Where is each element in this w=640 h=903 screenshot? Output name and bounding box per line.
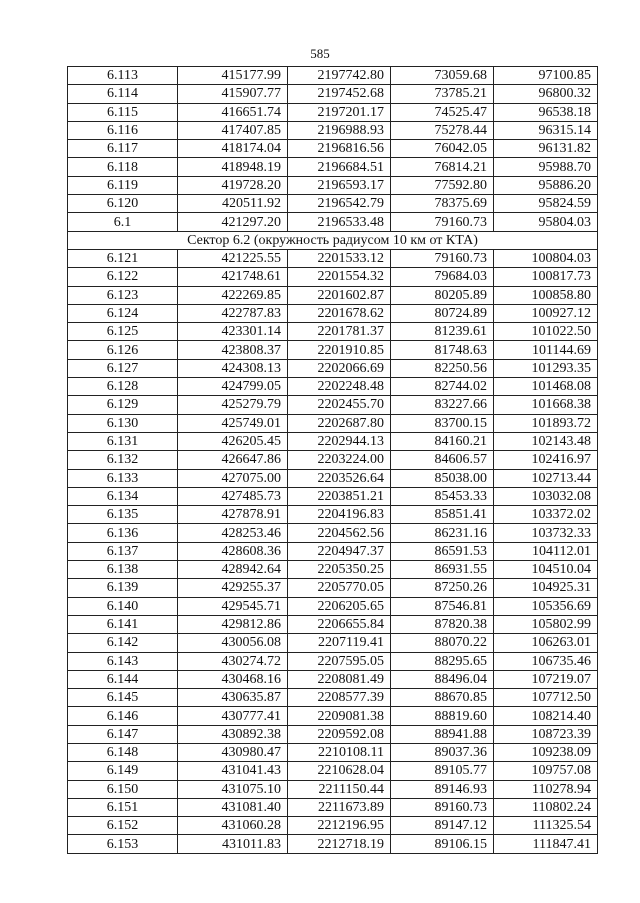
x-local-cell: 84160.21 (391, 432, 494, 450)
y-local-cell: 104112.01 (494, 542, 598, 560)
x-coord-cell: 424308.13 (178, 359, 288, 377)
table-row (68, 506, 598, 524)
y-coord-cell: 2207119.41 (288, 634, 391, 652)
x-coord-cell: 421748.61 (178, 268, 288, 286)
y-local-cell: 96131.82 (494, 140, 598, 158)
y-coord-cell: 2208577.39 (288, 689, 391, 707)
table-row (68, 304, 598, 322)
table-row (68, 469, 598, 487)
x-coord-cell: 428608.36 (178, 542, 288, 560)
x-coord-cell: 431060.28 (178, 817, 288, 835)
point-id-cell: 6.133 (68, 469, 178, 487)
x-local-cell: 87546.81 (391, 597, 494, 615)
x-coord-cell: 424799.05 (178, 378, 288, 396)
x-coord-cell: 422787.83 (178, 304, 288, 322)
y-coord-cell: 2203526.64 (288, 469, 391, 487)
y-coord-cell: 2196542.79 (288, 195, 391, 213)
x-coord-cell: 431011.83 (178, 835, 288, 853)
y-coord-cell: 2210628.04 (288, 762, 391, 780)
y-local-cell: 106263.01 (494, 634, 598, 652)
table-row (68, 378, 598, 396)
x-local-cell: 86931.55 (391, 561, 494, 579)
table-row (68, 652, 598, 670)
y-coord-cell: 2205770.05 (288, 579, 391, 597)
x-local-cell: 82250.56 (391, 359, 494, 377)
x-coord-cell: 421297.20 (178, 213, 288, 231)
y-local-cell: 109238.09 (494, 743, 598, 761)
x-local-cell: 85453.33 (391, 487, 494, 505)
y-coord-cell: 2202687.80 (288, 414, 391, 432)
y-coord-cell: 2209592.08 (288, 725, 391, 743)
point-id-cell: 6.124 (68, 304, 178, 322)
x-coord-cell: 428253.46 (178, 524, 288, 542)
x-local-cell: 87250.26 (391, 579, 494, 597)
y-coord-cell: 2205350.25 (288, 561, 391, 579)
table-row (68, 140, 598, 158)
x-coord-cell: 429255.37 (178, 579, 288, 597)
y-local-cell: 100817.73 (494, 268, 598, 286)
point-id-cell: 6.136 (68, 524, 178, 542)
x-coord-cell: 418174.04 (178, 140, 288, 158)
y-local-cell: 101022.50 (494, 323, 598, 341)
x-local-cell: 83227.66 (391, 396, 494, 414)
x-local-cell: 88941.88 (391, 725, 494, 743)
table-row (68, 835, 598, 853)
y-local-cell: 110278.94 (494, 780, 598, 798)
y-coord-cell: 2209081.38 (288, 707, 391, 725)
x-local-cell: 88070.22 (391, 634, 494, 652)
x-coord-cell: 425749.01 (178, 414, 288, 432)
x-coord-cell: 418948.19 (178, 158, 288, 176)
x-coord-cell: 430056.08 (178, 634, 288, 652)
point-id-cell: 6.127 (68, 359, 178, 377)
table-row (68, 725, 598, 743)
y-coord-cell: 2196533.48 (288, 213, 391, 231)
point-id-cell: 6.115 (68, 103, 178, 121)
y-coord-cell: 2197452.68 (288, 85, 391, 103)
point-id-cell: 6.130 (68, 414, 178, 432)
table-row (68, 176, 598, 194)
table-row (68, 615, 598, 633)
point-id-cell: 6.132 (68, 451, 178, 469)
table-row (68, 451, 598, 469)
y-coord-cell: 2197742.80 (288, 67, 391, 85)
section-title: Сектор 6.2 (окружность радиусом 10 км от КТА) (68, 231, 598, 249)
y-coord-cell: 2197201.17 (288, 103, 391, 121)
point-id-cell: 6.139 (68, 579, 178, 597)
x-local-cell: 88496.04 (391, 670, 494, 688)
point-id-cell: 6.119 (68, 176, 178, 194)
y-local-cell: 101293.35 (494, 359, 598, 377)
point-id-cell: 6.118 (68, 158, 178, 176)
y-coord-cell: 2201533.12 (288, 249, 391, 267)
x-coord-cell: 431075.10 (178, 780, 288, 798)
y-coord-cell: 2206655.84 (288, 615, 391, 633)
x-coord-cell: 430980.47 (178, 743, 288, 761)
table-row (68, 268, 598, 286)
x-coord-cell: 419728.20 (178, 176, 288, 194)
point-id-cell: 6.128 (68, 378, 178, 396)
x-local-cell: 83700.15 (391, 414, 494, 432)
y-coord-cell: 2212718.19 (288, 835, 391, 853)
table-row (68, 762, 598, 780)
point-id-cell: 6.121 (68, 249, 178, 267)
y-coord-cell: 2203851.21 (288, 487, 391, 505)
y-local-cell: 96538.18 (494, 103, 598, 121)
y-coord-cell: 2204947.37 (288, 542, 391, 560)
point-id-cell: 6.122 (68, 268, 178, 286)
y-local-cell: 109757.08 (494, 762, 598, 780)
point-id-cell: 6.123 (68, 286, 178, 304)
y-coord-cell: 2201554.32 (288, 268, 391, 286)
point-id-cell: 6.142 (68, 634, 178, 652)
y-local-cell: 102143.48 (494, 432, 598, 450)
y-local-cell: 101893.72 (494, 414, 598, 432)
y-local-cell: 103372.02 (494, 506, 598, 524)
x-local-cell: 89106.15 (391, 835, 494, 853)
point-id-cell: 6.144 (68, 670, 178, 688)
x-coord-cell: 426647.86 (178, 451, 288, 469)
x-coord-cell: 422269.85 (178, 286, 288, 304)
table-row (68, 542, 598, 560)
x-local-cell: 85038.00 (391, 469, 494, 487)
y-local-cell: 101668.38 (494, 396, 598, 414)
x-local-cell: 85851.41 (391, 506, 494, 524)
y-local-cell: 110802.24 (494, 798, 598, 816)
table-row (68, 634, 598, 652)
point-id-cell: 6.131 (68, 432, 178, 450)
table-row (68, 707, 598, 725)
y-local-cell: 102713.44 (494, 469, 598, 487)
table-row (68, 396, 598, 414)
page-number: 585 (310, 46, 330, 61)
y-local-cell: 101144.69 (494, 341, 598, 359)
y-coord-cell: 2210108.11 (288, 743, 391, 761)
x-local-cell: 78375.69 (391, 195, 494, 213)
y-coord-cell: 2196684.51 (288, 158, 391, 176)
y-coord-cell: 2204196.83 (288, 506, 391, 524)
x-local-cell: 89037.36 (391, 743, 494, 761)
x-local-cell: 77592.80 (391, 176, 494, 194)
x-local-cell: 80205.89 (391, 286, 494, 304)
y-local-cell: 100858.80 (494, 286, 598, 304)
y-local-cell: 104925.31 (494, 579, 598, 597)
y-coord-cell: 2196593.17 (288, 176, 391, 194)
point-id-cell: 6.125 (68, 323, 178, 341)
table-row (68, 323, 598, 341)
table-row (68, 85, 598, 103)
table-row (68, 103, 598, 121)
point-id-cell: 6.1 (68, 213, 178, 231)
x-local-cell: 89105.77 (391, 762, 494, 780)
x-coord-cell: 416651.74 (178, 103, 288, 121)
x-local-cell: 80724.89 (391, 304, 494, 322)
point-id-cell: 6.143 (68, 652, 178, 670)
point-id-cell: 6.113 (68, 67, 178, 85)
x-coord-cell: 417407.85 (178, 121, 288, 139)
table-row (68, 524, 598, 542)
x-coord-cell: 430274.72 (178, 652, 288, 670)
table-row (68, 579, 598, 597)
y-coord-cell: 2201602.87 (288, 286, 391, 304)
x-coord-cell: 415907.77 (178, 85, 288, 103)
x-local-cell: 74525.47 (391, 103, 494, 121)
x-coord-cell: 430635.87 (178, 689, 288, 707)
y-coord-cell: 2206205.65 (288, 597, 391, 615)
point-id-cell: 6.149 (68, 762, 178, 780)
x-local-cell: 79160.73 (391, 249, 494, 267)
y-local-cell: 106735.46 (494, 652, 598, 670)
y-coord-cell: 2202455.70 (288, 396, 391, 414)
point-id-cell: 6.141 (68, 615, 178, 633)
x-coord-cell: 415177.99 (178, 67, 288, 85)
x-coord-cell: 421225.55 (178, 249, 288, 267)
y-coord-cell: 2211150.44 (288, 780, 391, 798)
table-row (68, 67, 598, 85)
y-local-cell: 107712.50 (494, 689, 598, 707)
y-local-cell: 95804.03 (494, 213, 598, 231)
y-local-cell: 108723.39 (494, 725, 598, 743)
x-local-cell: 89146.93 (391, 780, 494, 798)
coordinates-table (67, 66, 598, 854)
table-row (68, 286, 598, 304)
x-coord-cell: 430468.16 (178, 670, 288, 688)
point-id-cell: 6.145 (68, 689, 178, 707)
x-coord-cell: 431081.40 (178, 798, 288, 816)
table-row (68, 689, 598, 707)
x-local-cell: 89147.12 (391, 817, 494, 835)
x-coord-cell: 427878.91 (178, 506, 288, 524)
x-local-cell: 75278.44 (391, 121, 494, 139)
x-coord-cell: 423301.14 (178, 323, 288, 341)
point-id-cell: 6.150 (68, 780, 178, 798)
table-row (68, 195, 598, 213)
x-local-cell: 73785.21 (391, 85, 494, 103)
x-coord-cell: 430892.38 (178, 725, 288, 743)
x-local-cell: 88819.60 (391, 707, 494, 725)
x-coord-cell: 423808.37 (178, 341, 288, 359)
point-id-cell: 6.135 (68, 506, 178, 524)
y-local-cell: 95988.70 (494, 158, 598, 176)
x-local-cell: 76814.21 (391, 158, 494, 176)
table-row (68, 743, 598, 761)
y-local-cell: 97100.85 (494, 67, 598, 85)
y-local-cell: 96315.14 (494, 121, 598, 139)
y-local-cell: 111325.54 (494, 817, 598, 835)
y-local-cell: 100804.03 (494, 249, 598, 267)
y-local-cell: 105356.69 (494, 597, 598, 615)
x-local-cell: 76042.05 (391, 140, 494, 158)
y-coord-cell: 2203224.00 (288, 451, 391, 469)
x-coord-cell: 430777.41 (178, 707, 288, 725)
point-id-cell: 6.129 (68, 396, 178, 414)
table-row (68, 359, 598, 377)
y-local-cell: 102416.97 (494, 451, 598, 469)
y-coord-cell: 2196988.93 (288, 121, 391, 139)
y-coord-cell: 2202066.69 (288, 359, 391, 377)
table-row (68, 158, 598, 176)
point-id-cell: 6.126 (68, 341, 178, 359)
point-id-cell: 6.138 (68, 561, 178, 579)
point-id-cell: 6.146 (68, 707, 178, 725)
y-coord-cell: 2208081.49 (288, 670, 391, 688)
y-local-cell: 103732.33 (494, 524, 598, 542)
y-local-cell: 95824.59 (494, 195, 598, 213)
x-coord-cell: 420511.92 (178, 195, 288, 213)
y-coord-cell: 2212196.95 (288, 817, 391, 835)
y-coord-cell: 2201910.85 (288, 341, 391, 359)
point-id-cell: 6.137 (68, 542, 178, 560)
y-local-cell: 111847.41 (494, 835, 598, 853)
x-local-cell: 81239.61 (391, 323, 494, 341)
y-coord-cell: 2202248.48 (288, 378, 391, 396)
point-id-cell: 6.152 (68, 817, 178, 835)
table-row (68, 798, 598, 816)
point-id-cell: 6.117 (68, 140, 178, 158)
y-coord-cell: 2211673.89 (288, 798, 391, 816)
y-coord-cell: 2204562.56 (288, 524, 391, 542)
table-row (68, 213, 598, 231)
point-id-cell: 6.114 (68, 85, 178, 103)
point-id-cell: 6.140 (68, 597, 178, 615)
x-local-cell: 84606.57 (391, 451, 494, 469)
x-local-cell: 86231.16 (391, 524, 494, 542)
x-coord-cell: 431041.43 (178, 762, 288, 780)
y-local-cell: 105802.99 (494, 615, 598, 633)
table-row (68, 597, 598, 615)
x-coord-cell: 429812.86 (178, 615, 288, 633)
y-local-cell: 104510.04 (494, 561, 598, 579)
table-row (68, 780, 598, 798)
point-id-cell: 6.116 (68, 121, 178, 139)
y-local-cell: 96800.32 (494, 85, 598, 103)
table-row (68, 561, 598, 579)
y-local-cell: 100927.12 (494, 304, 598, 322)
point-id-cell: 6.147 (68, 725, 178, 743)
y-coord-cell: 2202944.13 (288, 432, 391, 450)
x-coord-cell: 427485.73 (178, 487, 288, 505)
x-coord-cell: 428942.64 (178, 561, 288, 579)
x-local-cell: 79684.03 (391, 268, 494, 286)
x-local-cell: 79160.73 (391, 213, 494, 231)
point-id-cell: 6.153 (68, 835, 178, 853)
table-row (68, 414, 598, 432)
point-id-cell: 6.120 (68, 195, 178, 213)
y-coord-cell: 2201678.62 (288, 304, 391, 322)
y-coord-cell: 2196816.56 (288, 140, 391, 158)
table-row (68, 341, 598, 359)
table-row (68, 817, 598, 835)
x-local-cell: 86591.53 (391, 542, 494, 560)
x-local-cell: 73059.68 (391, 67, 494, 85)
x-local-cell: 81748.63 (391, 341, 494, 359)
y-coord-cell: 2201781.37 (288, 323, 391, 341)
table-row (68, 487, 598, 505)
point-id-cell: 6.148 (68, 743, 178, 761)
y-local-cell: 103032.08 (494, 487, 598, 505)
table-row (68, 249, 598, 267)
x-local-cell: 88295.65 (391, 652, 494, 670)
x-local-cell: 87820.38 (391, 615, 494, 633)
point-id-cell: 6.151 (68, 798, 178, 816)
coordinates-table-body (68, 67, 598, 854)
section-row (68, 231, 598, 249)
x-coord-cell: 426205.45 (178, 432, 288, 450)
y-local-cell: 101468.08 (494, 378, 598, 396)
x-coord-cell: 425279.79 (178, 396, 288, 414)
x-local-cell: 89160.73 (391, 798, 494, 816)
y-local-cell: 95886.20 (494, 176, 598, 194)
point-id-cell: 6.134 (68, 487, 178, 505)
table-row (68, 670, 598, 688)
x-coord-cell: 427075.00 (178, 469, 288, 487)
table-row (68, 121, 598, 139)
x-coord-cell: 429545.71 (178, 597, 288, 615)
x-local-cell: 82744.02 (391, 378, 494, 396)
y-local-cell: 107219.07 (494, 670, 598, 688)
y-local-cell: 108214.40 (494, 707, 598, 725)
table-row (68, 432, 598, 450)
x-local-cell: 88670.85 (391, 689, 494, 707)
y-coord-cell: 2207595.05 (288, 652, 391, 670)
